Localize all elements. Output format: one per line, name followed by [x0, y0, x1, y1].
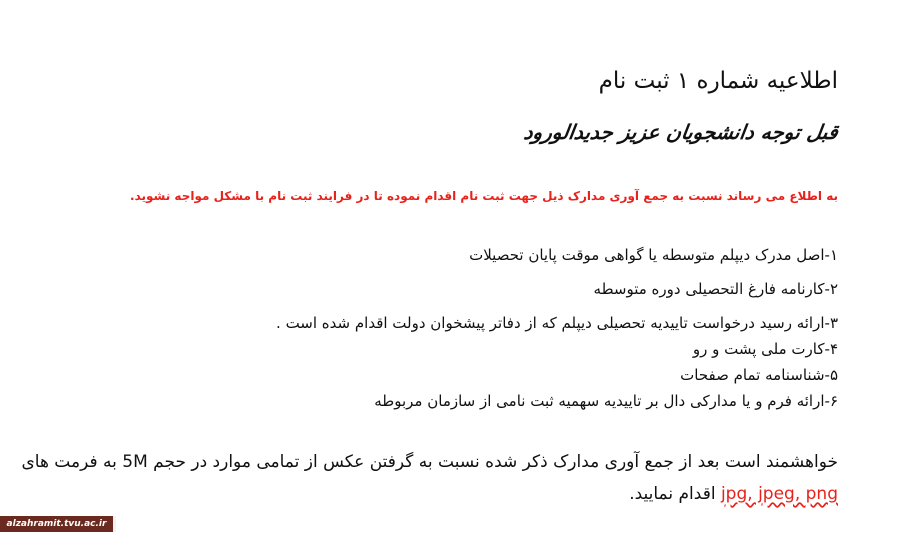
list-item: ۴-کارت ملی پشت و رو	[692, 340, 838, 358]
list-item: ۶-ارائه فرم و یا مدارکی دال بر تاییدیه سهمیه ثبت نامی از سازمان مربوطه	[374, 392, 838, 410]
closing-text-before: خواهشمند است بعد از جمع آوری مدارک ذکر شده نسبت به گرفتن عکس از تمامی موارد در حجم 5M به فرمت های	[21, 452, 838, 472]
closing-paragraph	[18, 446, 838, 510]
list-item: ۵-شناسنامه تمام صفحات	[680, 366, 838, 384]
closing-text-after: اقدام نمایید.	[629, 484, 721, 504]
list-item: ۳-ارائه رسید درخواست تاییدیه تحصیلی دیپلم که از دفاتر پیشخوان دولت اقدام شده است .	[276, 314, 838, 332]
list-item: ۲-کارنامه فارغ التحصیلی دوره متوسطه	[593, 280, 838, 298]
file-formats: jpg, jpeg, png	[720, 484, 838, 504]
page-title: اطلاعیه شماره ۱ ثبت نام	[598, 68, 838, 95]
notice-text: به اطلاع می رساند نسبت به جمع آوری مدارک ذیل جهت ثبت نام اقدام نموده تا در فرایند ثبت نام با مشکل مواجه نشوید.	[130, 189, 838, 203]
handwritten-heading: قبل توجه دانشجویان عزیز جدیدالورود	[522, 120, 840, 144]
site-watermark: alzahramit.tvu.ac.ir	[0, 516, 116, 532]
required-documents-list	[276, 242, 838, 414]
list-item: ۱-اصل مدرک دیپلم متوسطه یا گواهی موقت پایان تحصیلات	[469, 246, 838, 264]
